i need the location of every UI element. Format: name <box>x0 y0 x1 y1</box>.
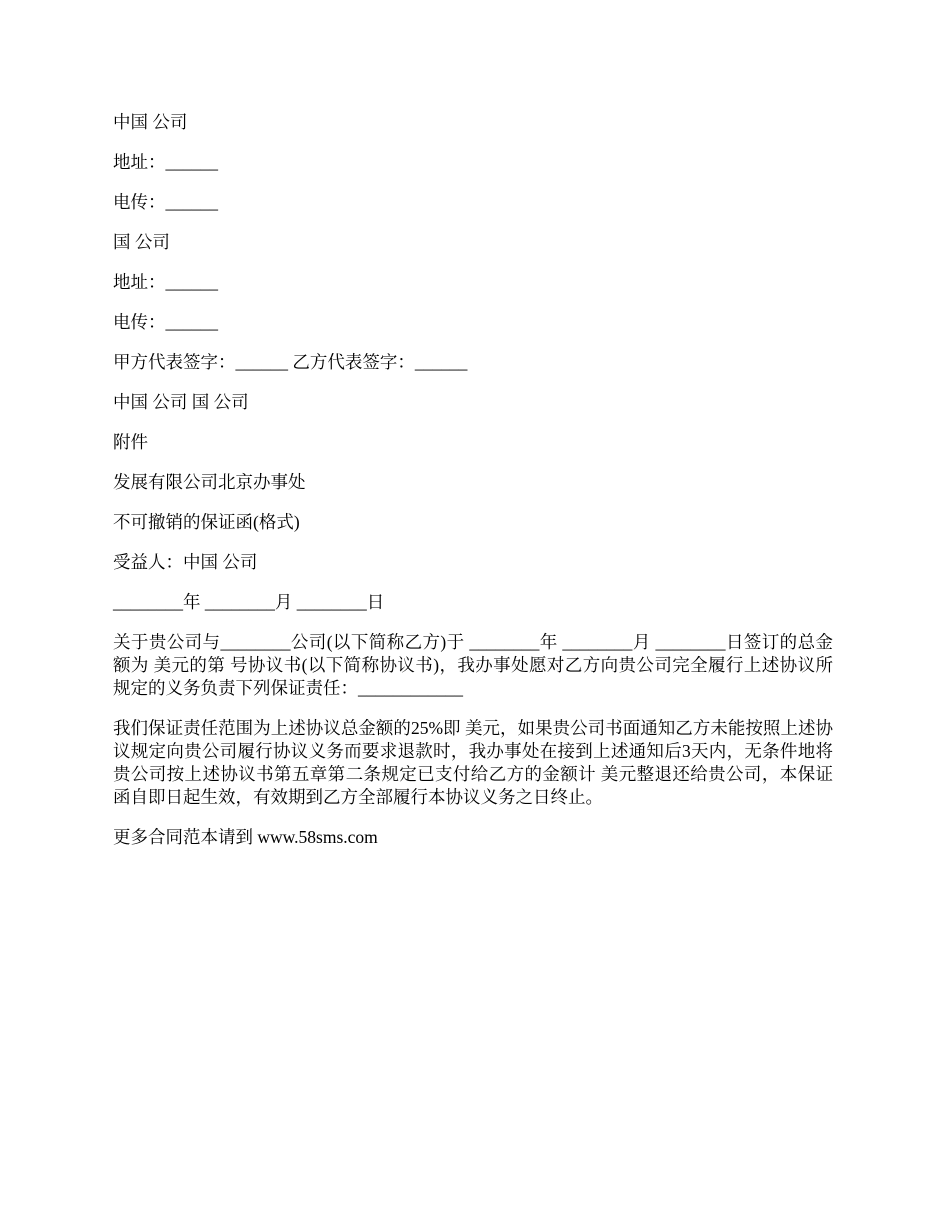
beneficiary-line: 受益人：中国 公司 <box>113 552 258 572</box>
footer-note: 更多合同范本请到 www.58sms.com <box>113 827 378 847</box>
party-a-name: 中国 公司 <box>113 112 188 132</box>
document-body <box>113 111 833 866</box>
guarantee-title: 不可撤销的保证函(格式) <box>113 512 300 532</box>
attachment-heading: 附件 <box>113 432 148 452</box>
party-b-name: 国 公司 <box>113 232 170 252</box>
guarantee-paragraph-1: 关于贵公司与________公司(以下简称乙方)于 ________年 ________月 ________日签订的总金额为 美元的第 号协议书(以下简称协议书)，我办事处愿对乙方向贵公司完全履行上述协议所规定的义务负责下列保证责任：____________ <box>113 632 833 698</box>
guarantee-paragraph-2: 我们保证责任范围为上述协议总金额的25%即 美元，如果贵公司书面通知乙方未能按照上述协议规定向贵公司履行协议义务而要求退款时，我办事处在接到上述通知后3天内，无条件地将贵公司按上述协议书第五章第二条规定已支付给乙方的金额计 美元整退还给贵公司，本保证函自即日起生效，有效期到乙方全部履行本协议义务之日终止。 <box>113 718 833 807</box>
issuer-name: 发展有限公司北京办事处 <box>113 472 306 492</box>
signing-parties: 中国 公司 国 公司 <box>113 392 249 412</box>
date-line: ________年 ________月 ________日 <box>113 592 385 612</box>
signature-line: 甲方代表签字：______ 乙方代表签字：______ <box>113 352 468 372</box>
party-a-address: 地址：______ <box>113 152 218 172</box>
party-a-telex: 电传：______ <box>113 192 218 212</box>
party-b-telex: 电传：______ <box>113 312 218 332</box>
party-b-address: 地址：______ <box>113 272 218 292</box>
